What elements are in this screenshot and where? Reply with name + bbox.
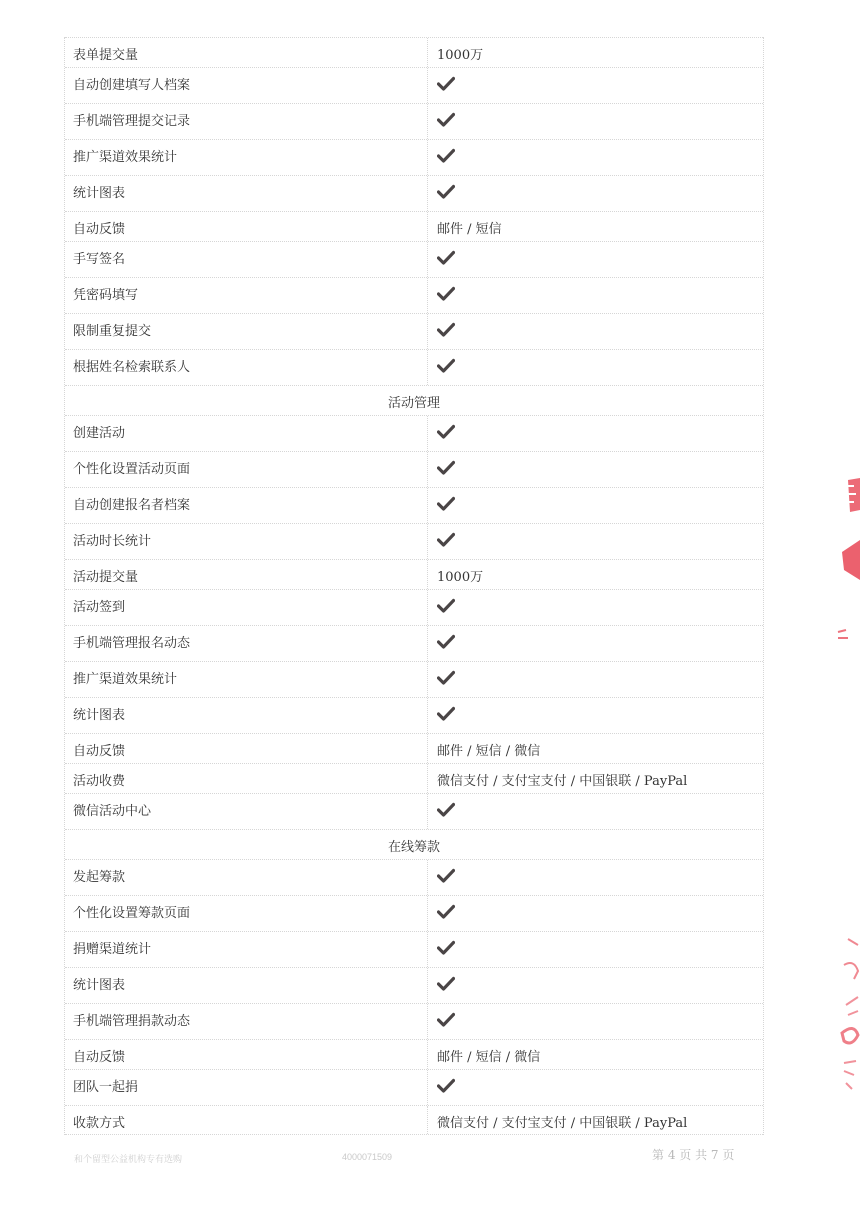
feature-value-text: 邮件 / 短信 <box>437 222 502 237</box>
feature-value-text: 微信支付 / 支付宝支付 / 中国银联 / PayPal <box>437 774 688 789</box>
feature-value <box>427 590 763 625</box>
feature-label: 表单提交量 <box>73 48 139 63</box>
feature-value <box>427 212 763 241</box>
feature-label: 自动创建填写人档案 <box>73 78 191 93</box>
feature-value <box>427 1106 763 1134</box>
table-row <box>65 1105 763 1135</box>
checkmark-icon <box>437 322 457 338</box>
feature-label: 活动时长统计 <box>73 534 152 549</box>
feature-value <box>427 140 763 175</box>
table-row <box>65 241 763 277</box>
feature-label: 手机端管理提交记录 <box>73 114 191 129</box>
footer-org-note: 和个留型公益机构专有选购 <box>74 1155 183 1165</box>
table-row <box>65 37 763 67</box>
feature-label: 创建活动 <box>73 426 126 441</box>
feature-label: 捐赠渠道统计 <box>73 942 152 957</box>
checkmark-icon <box>437 1012 457 1028</box>
table-row <box>65 793 763 829</box>
seal-stamp-icon <box>834 470 860 660</box>
feature-value <box>427 932 763 967</box>
feature-value <box>427 524 763 559</box>
checkmark-icon <box>437 358 457 374</box>
checkmark-icon <box>437 184 457 200</box>
checkmark-icon <box>437 76 457 92</box>
feature-value <box>427 560 763 589</box>
feature-value <box>427 860 763 895</box>
feature-value <box>427 764 763 793</box>
feature-value <box>427 1040 763 1069</box>
table-row <box>65 859 763 895</box>
checkmark-icon <box>437 634 457 650</box>
table-row <box>65 661 763 697</box>
table-row <box>65 1039 763 1069</box>
checkmark-icon <box>437 1078 457 1094</box>
feature-label: 手写签名 <box>73 252 126 267</box>
feature-value <box>427 38 763 67</box>
table-row <box>65 967 763 1003</box>
table-row <box>65 139 763 175</box>
table-row <box>65 1069 763 1105</box>
feature-value-text: 1000万 <box>437 48 484 63</box>
feature-value <box>427 278 763 313</box>
checkmark-icon <box>437 250 457 266</box>
feature-value <box>427 734 763 763</box>
table-row <box>65 175 763 211</box>
feature-value <box>427 488 763 523</box>
feature-table <box>64 37 764 1135</box>
table-row <box>65 487 763 523</box>
footer-code: 4000071509 <box>342 1152 393 1162</box>
feature-label: 统计图表 <box>73 708 126 723</box>
checkmark-icon <box>437 496 457 512</box>
feature-label: 团队一起捐 <box>73 1080 139 1095</box>
checkmark-icon <box>437 802 457 818</box>
feature-label: 推广渠道效果统计 <box>73 672 178 687</box>
feature-value-text: 邮件 / 短信 / 微信 <box>437 744 541 759</box>
feature-label: 手机端管理捐款动态 <box>73 1014 191 1029</box>
feature-value <box>427 350 763 385</box>
table-row <box>65 277 763 313</box>
checkmark-icon <box>437 148 457 164</box>
feature-value <box>427 1004 763 1039</box>
feature-value <box>427 104 763 139</box>
table-row <box>65 763 763 793</box>
table-row <box>65 415 763 451</box>
table-row <box>65 313 763 349</box>
feature-value-text: 微信支付 / 支付宝支付 / 中国银联 / PayPal <box>437 1116 688 1131</box>
feature-value <box>427 416 763 451</box>
feature-value <box>427 662 763 697</box>
section-title: 活动管理 <box>387 396 440 411</box>
checkmark-icon <box>437 112 457 128</box>
table-row <box>65 625 763 661</box>
feature-label: 个性化设置筹款页面 <box>73 906 191 921</box>
feature-label: 个性化设置活动页面 <box>73 462 191 477</box>
feature-label: 手机端管理报名动态 <box>73 636 191 651</box>
feature-value-text: 邮件 / 短信 / 微信 <box>437 1050 541 1065</box>
table-row <box>65 211 763 241</box>
checkmark-icon <box>437 706 457 722</box>
section-header-row <box>65 829 763 859</box>
feature-value-text: 1000万 <box>437 570 484 585</box>
table-row <box>65 523 763 559</box>
checkmark-icon <box>437 940 457 956</box>
table-row <box>65 733 763 763</box>
checkmark-icon <box>437 904 457 920</box>
feature-label: 限制重复提交 <box>73 324 152 339</box>
feature-label: 收款方式 <box>73 1116 126 1131</box>
feature-label: 活动收费 <box>73 774 126 789</box>
feature-value <box>427 242 763 277</box>
feature-value <box>427 314 763 349</box>
checkmark-icon <box>437 670 457 686</box>
checkmark-icon <box>437 598 457 614</box>
section-header-row <box>65 385 763 415</box>
checkmark-icon <box>437 286 457 302</box>
table-row <box>65 67 763 103</box>
table-row <box>65 349 763 385</box>
feature-value <box>427 68 763 103</box>
table-row <box>65 559 763 589</box>
feature-label: 统计图表 <box>73 978 126 993</box>
table-row <box>65 451 763 487</box>
feature-label: 活动提交量 <box>73 570 139 585</box>
table-row <box>65 1003 763 1039</box>
feature-label: 根据姓名检索联系人 <box>73 360 191 375</box>
feature-label: 活动签到 <box>73 600 126 615</box>
feature-label: 发起筹款 <box>73 870 126 885</box>
feature-label: 自动创建报名者档案 <box>73 498 191 513</box>
feature-label: 自动反馈 <box>73 222 126 237</box>
table-row <box>65 931 763 967</box>
page-number: 第 4 页 共 7 页 <box>652 1148 735 1162</box>
checkmark-icon <box>437 532 457 548</box>
feature-label: 自动反馈 <box>73 744 126 759</box>
feature-label: 统计图表 <box>73 186 126 201</box>
feature-value <box>427 794 763 829</box>
seal-stamp-icon <box>834 935 860 1095</box>
table-row <box>65 697 763 733</box>
table-row <box>65 895 763 931</box>
feature-value <box>427 698 763 733</box>
feature-label: 凭密码填写 <box>73 288 139 303</box>
feature-label: 推广渠道效果统计 <box>73 150 178 165</box>
feature-label: 自动反馈 <box>73 1050 126 1065</box>
feature-value <box>427 1070 763 1105</box>
section-title: 在线筹款 <box>387 840 440 855</box>
feature-value <box>427 626 763 661</box>
page-footer <box>72 1146 762 1168</box>
feature-value <box>427 896 763 931</box>
checkmark-icon <box>437 460 457 476</box>
checkmark-icon <box>437 868 457 884</box>
feature-value <box>427 176 763 211</box>
table-row <box>65 103 763 139</box>
checkmark-icon <box>437 976 457 992</box>
feature-value <box>427 452 763 487</box>
table-row <box>65 589 763 625</box>
feature-value <box>427 968 763 1003</box>
checkmark-icon <box>437 424 457 440</box>
feature-label: 微信活动中心 <box>73 804 152 819</box>
